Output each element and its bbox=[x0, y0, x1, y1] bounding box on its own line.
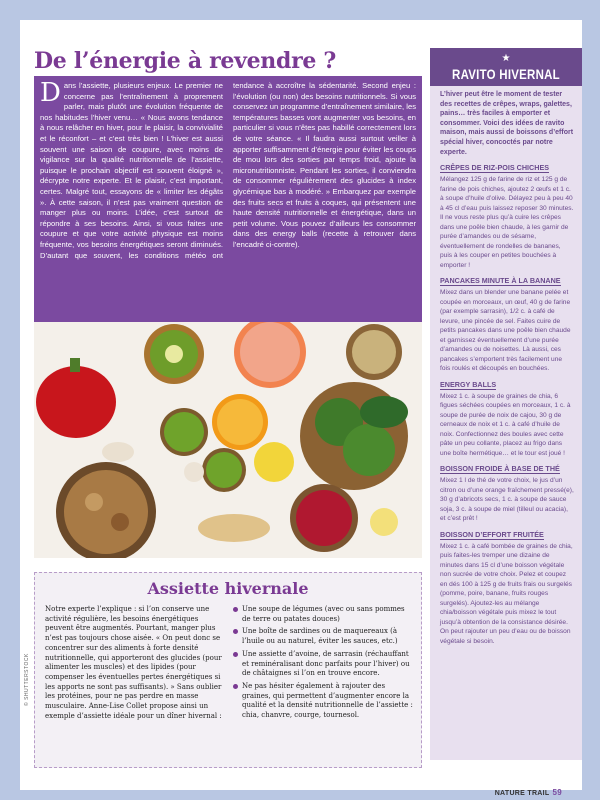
recipe-text: Mixez 1 c. à café bombée de graines de chia, puis faites-les tremper une dizaine de minutes dans 15 cl d’une boisson végétale non sucrée de votre choix. Pelez et coupez en dés 100 à 125 g de fruits frais ou surgelés (pomme, poire, banane, fruits rouges surgelés). Ajoutez-les au mélange chia/boisson végétale puis mixez le tout jusqu’à obtention de la consistance désirée. On peut rajouter un peu d’eau ou de boisson végétale si besoin. bbox=[440, 542, 573, 645]
recipe-section bbox=[430, 157, 582, 270]
plate-item-text: Une soupe de légumes (avec ou sans pommes de terre ou patates douces) bbox=[242, 605, 405, 623]
ravito-sidebar bbox=[430, 48, 582, 760]
magazine-name: NATURE TRAIL bbox=[494, 790, 550, 797]
recipe-text: Mélangez 125 g de farine de riz et 125 g de farine de pois chiches, ajoutez 2 œufs et 1 c. à soupe d’huile d’olive. Délayez peu à peu 40 à 45 cl d’eau puis laissez reposer 30 minutes. Il ne vous reste plus qu’à cuire les crêpes dans une poêle bien chaude, à les garnir de purée d’amandes ou de sésame, éventuellement de rondelles de bananes, puis à les couper en petites bouchées à emporter ! bbox=[440, 176, 574, 269]
page-number: 59 bbox=[552, 788, 562, 797]
drop-cap: D bbox=[40, 78, 61, 108]
recipe-heading: BOISSON FROIDE À BASE DE THÉ bbox=[440, 464, 560, 474]
recipe-section bbox=[430, 458, 582, 524]
bullet-icon bbox=[233, 629, 238, 634]
lemon bbox=[254, 442, 294, 482]
magazine-page bbox=[20, 20, 582, 797]
recipe-section bbox=[430, 524, 582, 647]
pepper-stem bbox=[70, 358, 80, 372]
kiwi-center bbox=[165, 345, 183, 363]
intro-columns bbox=[40, 78, 416, 318]
recipe-section bbox=[430, 374, 582, 459]
recipe-heading: BOISSON D’EFFORT FRUITÉE bbox=[440, 529, 544, 539]
bullet-icon bbox=[233, 684, 238, 689]
box-title: Assiette hivernale bbox=[147, 579, 309, 598]
sidebar-title: RAVITO HIVERNAL bbox=[452, 66, 560, 82]
photo-credit: © SHUTTERSTOCK bbox=[24, 653, 30, 706]
kiwi-flesh-1 bbox=[164, 412, 204, 452]
garlic-2 bbox=[102, 442, 134, 462]
page-footer bbox=[495, 788, 562, 797]
bullet-icon bbox=[233, 652, 238, 657]
winter-plate-box bbox=[34, 572, 422, 768]
sidebar-header bbox=[430, 48, 582, 86]
plate-list bbox=[233, 605, 413, 721]
plate-item bbox=[233, 650, 413, 679]
cranberries bbox=[296, 490, 352, 546]
nuts bbox=[64, 470, 148, 554]
recipe-heading: CRÊPES DE RIZ-POIS CHICHES bbox=[440, 163, 550, 173]
bullet-icon bbox=[233, 607, 238, 612]
food-photo bbox=[34, 322, 422, 558]
box-intro-text: Notre experte l’explique : si l’on conserve une activité régulière, les besoins énergétiques peuvent être augmentés. Pourtant, manger plus n’est pas toujours chose aisée. « On peut donc se concentrer sur des aliments à forte densité nutritionnelle, qui apporteront des glucides (pour alimenter les muscles) et des lipides (pour compenser les éventuelles pertes énergétiques si les apports ne sont pas suffisants). » Sans oublier les protéines, pour ne pas perdre en masse musculaire. Anne-Lise Collet propose ainsi un exemple d’assiette idéale pour un dîner hivernal : bbox=[45, 605, 222, 720]
intro-text: ans l’assiette, plusieurs enjeux. Le premier ne concerne pas l’entraînement à proprement parler, mais plutôt une évolution fréquente de nos habitudes l’hiver venu… « Nous avons tendance à nous relâcher en hiver, pour le plaisir, la convivialité et le réconfort – et c’est très bien ! L’hiver est aussi souvent une saison de coupure, avec moins de vigilance sur la qualité nutritionnelle de l’assiette, puisque le prochain objectif est souvent éloigné », décrypte notre experte. Et le plaisir, c’est important, certes. Malgré tout, essayons de « limiter les dégâts ». À cette saison, il n’est pas vraiment question de manger plus ou moins. L’idée, c’est surtout de répondre à ses besoins. Ainsi, si vous faites une coupure et que votre activité physique est moins fréquente, vos besoins énergétiques seront diminués. D’autant que souvent, les conditions météo ont tendance à accroître la sédentarité. Second enjeu : l’évolution (ou non) des besoins nutritionnels. Si vous conservez un programme d’entraînement similaire, les températures basses vont augmenter vos besoins, en particulier si vous n’êtes pas habillé correctement lors de votre séance. « Il faudra aussi surtout veiller à apporter suffisamment d’énergie pour éviter les coups de mou lors des sorties par temps froid, ajoute la micronutritionniste. Pendant les sorties, il conviendra de consommer régulièrement des glucides à index glycémique bas à modéré. » Embarquez par exemple des fruits secs et fruits à coques, qui présentent une haute densité nutritionnelle et énergétique, dans un petit volume. Vous pouvez d’ailleurs les consommer dans des energy balls (recette à retrouver dans l’encadré ci-contre). bbox=[40, 81, 416, 260]
recipe-text: Mixez 1 c. à soupe de graines de chia, 6 figues séchées coupées en morceaux, 1 c. à soupe de purée de noix de cajou, 30 g de cerneaux de noix et 1 c. à café d’huile de noix. Confectionnez des boules avec cette pâte un peu collante, placez au frigo dans une boîte hermétique… et le tour est joué ! bbox=[440, 392, 571, 457]
lemon-slice bbox=[370, 508, 398, 536]
recipe-heading: PANCAKES MINUTE À LA BANANE bbox=[440, 276, 561, 286]
kiwi-flesh-2 bbox=[206, 452, 242, 488]
nut-2 bbox=[111, 513, 129, 531]
recipe-section bbox=[430, 270, 582, 374]
nut-1 bbox=[85, 493, 103, 511]
box-left-column bbox=[45, 605, 225, 721]
broccoli-2 bbox=[343, 424, 395, 476]
garlic bbox=[184, 462, 204, 482]
seeds bbox=[352, 330, 396, 374]
recipe-text: Mixez dans un blender une banane pelée et coupée en morceaux, un œuf, 40 g de farine (par exemple sarrasin), 1/2 c. à café de levure, une pincée de sel. Faites cuire de petits pancakes dans une poêle bien chaude et garnissez éventuellement d’une purée d’amandes ou de noisettes. Là aussi, ces pancakes s’emportent très facilement une fois roulés et découpés en bouchées. bbox=[440, 289, 571, 373]
orange-flesh bbox=[217, 399, 263, 445]
intro-panel bbox=[34, 76, 422, 322]
recipe-text: Mixez 1 l de thé de votre choix, le jus d’un citron ou d’une orange fraîchement pressé(e), 30 g d’abricots secs, 1 c. à soupe de sauce soja, 3 c. à soupe de miel (tilleul ou acacia), et c’est prêt ! bbox=[440, 477, 574, 523]
intro-paragraph bbox=[40, 78, 416, 261]
star-icon: ★ bbox=[501, 53, 511, 64]
plate-item bbox=[233, 627, 413, 646]
red-pepper bbox=[36, 366, 116, 438]
spinach bbox=[360, 396, 408, 428]
plate-item-text: Ne pas hésiter également à rajouter des graines, qui permettent d’augmenter encore la qualité et la densité nutritionnelle de l’assiette : chia, chanvre, courge, tournesol. bbox=[242, 681, 413, 720]
plate-item bbox=[233, 605, 413, 624]
ginger bbox=[198, 514, 270, 542]
food-illustration bbox=[34, 322, 422, 558]
grapefruit-flesh bbox=[240, 322, 300, 382]
article-title: De l’énergie à revendre ? bbox=[34, 48, 337, 74]
recipe-heading: ENERGY BALLS bbox=[440, 379, 497, 389]
plate-item-text: Une boîte de sardines ou de maquereaux (à l’huile ou au naturel, éviter les sauces, etc.) bbox=[242, 627, 398, 646]
plate-item-text: Une assiette d’avoine, de sarrasin (réchauffant et reminéralisant donc parfaits pour l’hiver) ou de châtaignes si l’on en trouve encore. bbox=[242, 649, 410, 678]
plate-item bbox=[233, 682, 413, 721]
sidebar-lead: L’hiver peut être le moment de tester des recettes de crêpes, wraps, galettes, pains… très faciles à emporter et consommer. Voici des idées de ravito maison, mais aussi de boissons d’effort spécial hiver, concoctés par notre experte. bbox=[440, 91, 574, 156]
box-right-column bbox=[233, 605, 413, 724]
